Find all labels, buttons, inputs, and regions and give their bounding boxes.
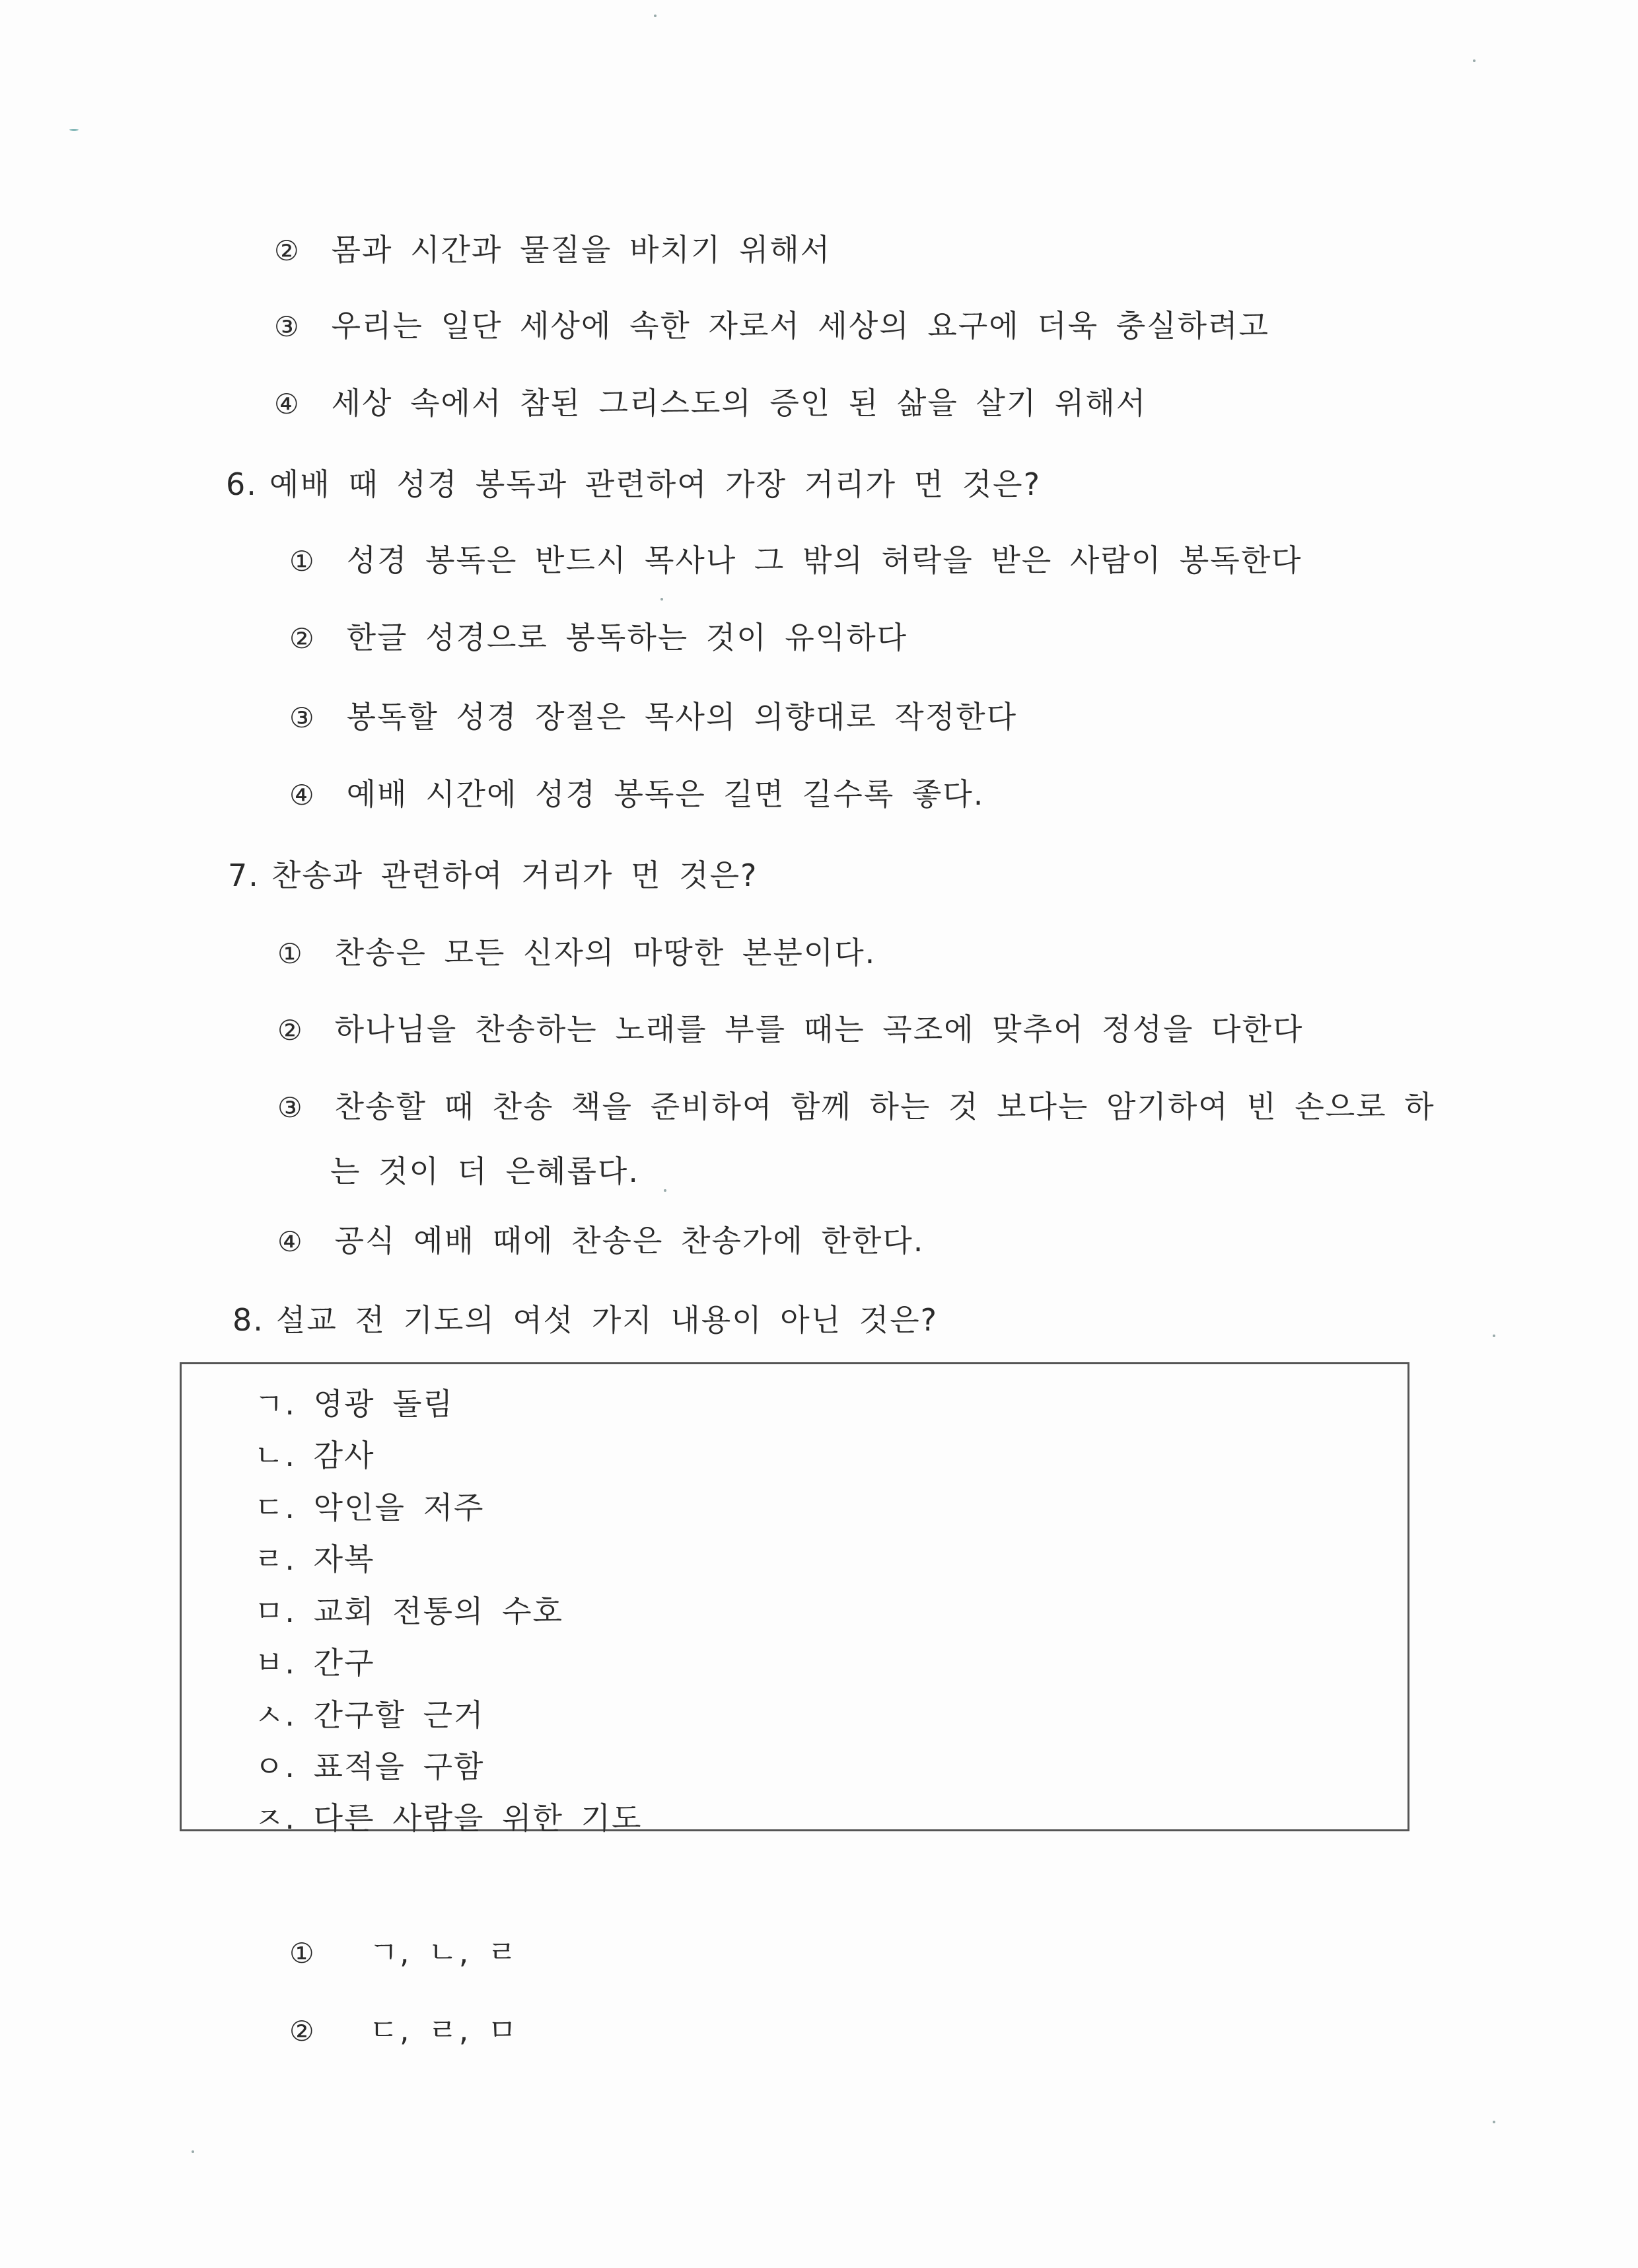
q7-option-1: [277, 933, 876, 974]
option-text: 봉독할 성경 장절은 목사의 의향대로 작정한다: [346, 699, 1018, 735]
option-text: 찬송은 모든 신자의 마땅한 본분이다.: [334, 935, 876, 970]
box-item: ㅇ. 표적을 구함: [254, 1749, 485, 1784]
option-text: 예배 시간에 성경 봉독은 길면 길수록 좋다.: [346, 776, 985, 812]
box-item: ㄹ. 자복: [254, 1541, 375, 1577]
scan-speck: [192, 2150, 194, 2153]
option-text: 공식 예배 때에 찬송은 찬송가에 한한다.: [334, 1223, 925, 1259]
option-mark: ③: [289, 702, 316, 734]
scan-speck: [1493, 2121, 1495, 2123]
q7-option-2: [277, 1009, 1303, 1050]
q8-choices-box: [180, 1362, 1409, 1836]
scan-speck: [1473, 59, 1476, 62]
q8-option-2: [289, 2010, 518, 2051]
q7-option-3-continued: [330, 1152, 639, 1191]
q6-option-2: [289, 618, 908, 659]
option-text: 몸과 시간과 물질을 바치기 위해서: [331, 232, 832, 268]
question-number: 8.: [232, 1302, 264, 1338]
q5-option-3: [274, 306, 1269, 347]
option-text: 우리는 일단 세상에 속한 자로서 세상의 요구에 더욱 충실하려고: [331, 308, 1269, 344]
box-item: ㅅ. 간구할 근거: [254, 1697, 485, 1733]
option-mark: ①: [289, 545, 316, 577]
box-item: ㄷ. 악인을 저주: [254, 1490, 485, 1525]
question-text: 찬송과 관련하여 거리가 먼 것은?: [271, 858, 758, 893]
option-text: 한글 성경으로 봉독하는 것이 유익하다: [346, 620, 908, 655]
question-text: 설교 전 기도의 여섯 가지 내용이 아닌 것은?: [275, 1302, 939, 1338]
option-text-continued: 는 것이 더 은혜롭다.: [330, 1153, 639, 1189]
scan-speck: [660, 598, 663, 601]
box-item: ㄱ. 영광 돌림: [254, 1386, 454, 1422]
question-number: 7.: [228, 858, 260, 893]
option-mark: ④: [277, 1225, 304, 1258]
scan-speck: [654, 15, 657, 17]
option-mark: ③: [274, 311, 301, 343]
option-mark: ②: [274, 235, 301, 267]
option-mark: ①: [277, 937, 304, 970]
q5-option-4: [274, 383, 1147, 424]
scan-speck: [1493, 1335, 1495, 1337]
q6-option-1: [289, 540, 1302, 581]
option-text: ㄱ, ㄴ, ㄹ: [369, 1934, 518, 1970]
option-mark: ②: [289, 622, 316, 655]
q6-option-4: [289, 774, 984, 815]
option-text: 찬송할 때 찬송 책을 준비하여 함께 하는 것 보다는 암기하여 빈 손으로 하: [334, 1089, 1435, 1124]
box-item: ㅈ. 다른 사람을 위한 기도: [254, 1800, 643, 1836]
option-mark: ②: [277, 1014, 304, 1046]
q5-option-2: [274, 230, 831, 271]
q6-question: [226, 464, 1041, 504]
q6-option-3: [289, 697, 1017, 738]
option-mark: ③: [277, 1091, 304, 1124]
box-item: ㅂ. 간구: [254, 1645, 375, 1681]
q8-option-1: [289, 1932, 518, 1973]
box-item: ㄴ. 감사: [254, 1438, 375, 1473]
scan-speck: [69, 129, 79, 131]
option-text: 세상 속에서 참된 그리스도의 증인 된 삶을 살기 위해서: [331, 385, 1147, 421]
option-text: 성경 봉독은 반드시 목사나 그 밖의 허락을 받은 사람이 봉독한다: [346, 542, 1302, 578]
option-mark: ②: [289, 2015, 316, 2047]
option-text: ㄷ, ㄹ, ㅁ: [369, 2012, 518, 2048]
q7-question: [228, 856, 758, 895]
option-mark: ④: [274, 388, 301, 420]
scan-speck: [664, 1189, 666, 1192]
question-number: 6.: [226, 466, 258, 502]
q7-option-4: [277, 1221, 924, 1262]
box-item: ㅁ. 교회 전통의 수호: [254, 1593, 563, 1629]
option-text: 하나님을 찬송하는 노래를 부를 때는 곡조에 맞추어 정성을 다한다: [334, 1011, 1304, 1047]
option-mark: ①: [289, 1937, 316, 1969]
q8-question: [232, 1300, 938, 1340]
question-text: 예배 때 성경 봉독과 관련하여 가장 거리가 먼 것은?: [269, 466, 1042, 502]
option-mark: ④: [289, 779, 316, 811]
q7-option-3: [277, 1087, 1435, 1128]
